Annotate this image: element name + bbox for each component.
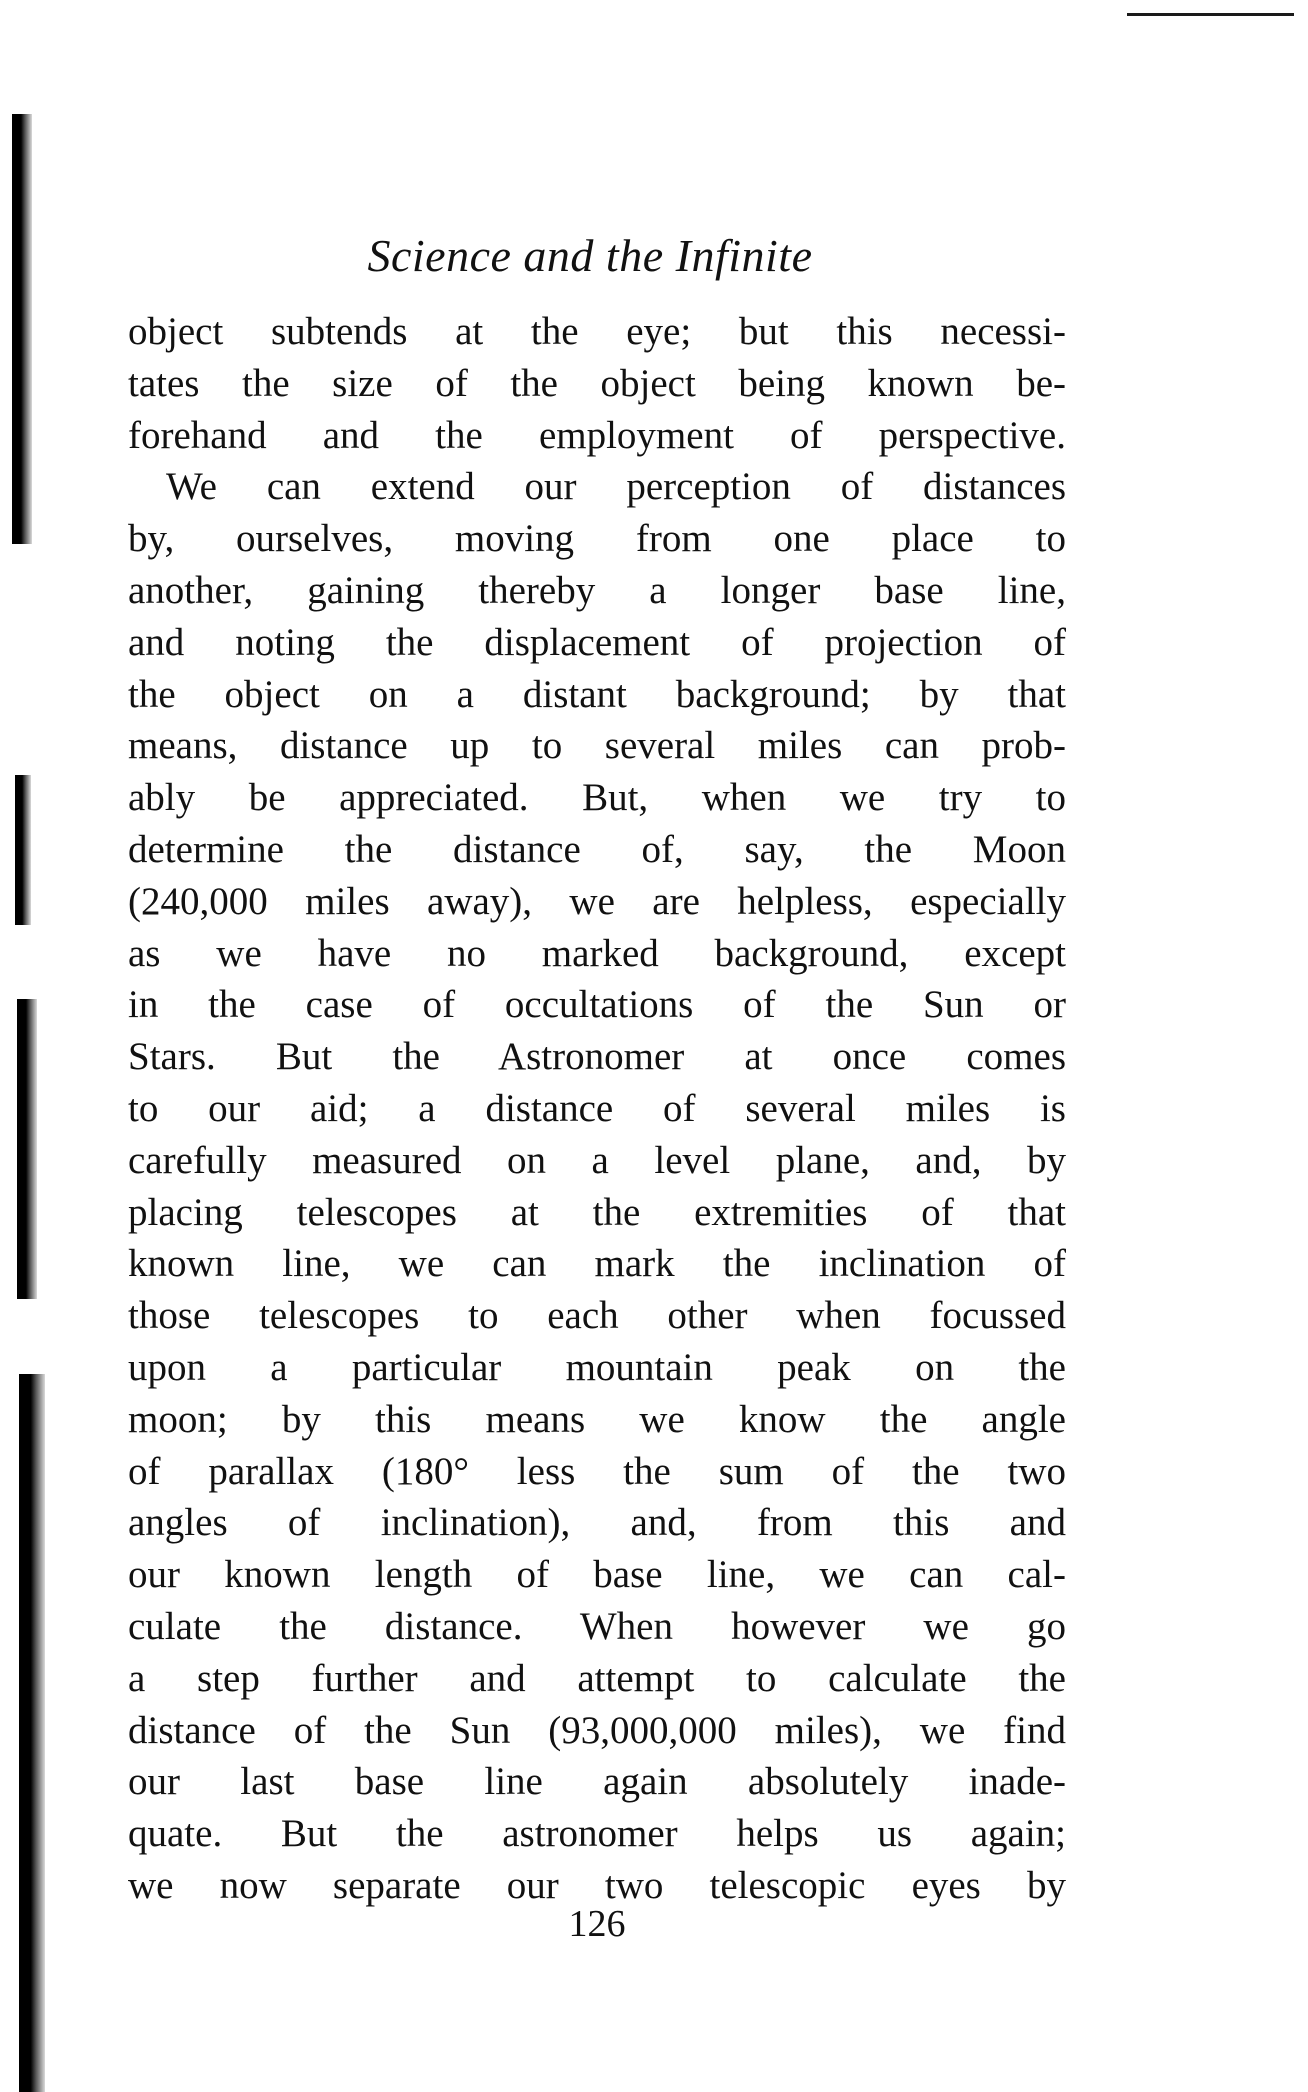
text-line: the object on a distant background; by that [128,672,1066,716]
text-line: those telescopes to each other when focussed [128,1294,1066,1338]
text-line: by, ourselves, moving from one place to [128,517,1066,561]
text-line: as we have no marked background, except [128,931,1066,975]
text-line: our last base line again absolutely inade- [128,1760,1066,1804]
text-line: our known length of base line, we can cal- [128,1553,1066,1597]
text-line: quate. But the astronomer helps us again; [128,1812,1066,1856]
binding-shadow-4 [19,1374,45,2092]
text-line: forehand and the employment of perspective. [128,413,1066,457]
binding-shadow-2 [15,775,31,925]
text-line: and noting the displacement of projection of [128,620,1066,664]
page-number: 126 [568,1903,626,1945]
binding-shadow-3 [17,999,37,1299]
text-line: upon a particular mountain peak on the [128,1345,1066,1389]
text-line: a step further and attempt to calculate the [128,1656,1066,1700]
text-line: ably be appreciated. But, when we try to [128,776,1066,820]
paragraph-first-line: We can extend our perception of distances [166,465,1066,509]
body-text [128,306,1066,1912]
text-line: of parallax (180° less the sum of the two [128,1449,1066,1493]
text-line: determine the distance of, say, the Moon [128,827,1066,871]
text-line: (240,000 miles away), we are helpless, especially [128,879,1066,923]
text-line: culate the distance. When however we go [128,1604,1066,1648]
text-line: carefully measured on a level plane, and, by [128,1138,1066,1182]
text-line: Stars. But the Astronomer at once comes [128,1035,1066,1079]
text-line: object subtends at the eye; but this necessi- [128,310,1066,353]
text-line: to our aid; a distance of several miles is [128,1086,1066,1130]
text-line: placing telescopes at the extremities of that [128,1190,1066,1234]
text-line: means, distance up to several miles can prob- [128,724,1066,768]
running-head: Science and the Infinite [367,230,813,281]
text-line: in the case of occultations of the Sun or [128,983,1066,1027]
top-edge-rule [1127,13,1294,16]
text-line: distance of the Sun (93,000,000 miles), we find [128,1708,1066,1752]
text-line: known line, we can mark the inclination of [128,1242,1066,1286]
text-line: moon; by this means we know the angle [128,1397,1066,1441]
binding-shadow-1 [12,114,32,544]
text-line: another, gaining thereby a longer base line, [128,568,1066,612]
text-line: tates the size of the object being known be- [128,361,1066,405]
text-line: angles of inclination), and, from this and [128,1501,1066,1545]
text-line: we now separate our two telescopic eyes by [128,1863,1066,1907]
